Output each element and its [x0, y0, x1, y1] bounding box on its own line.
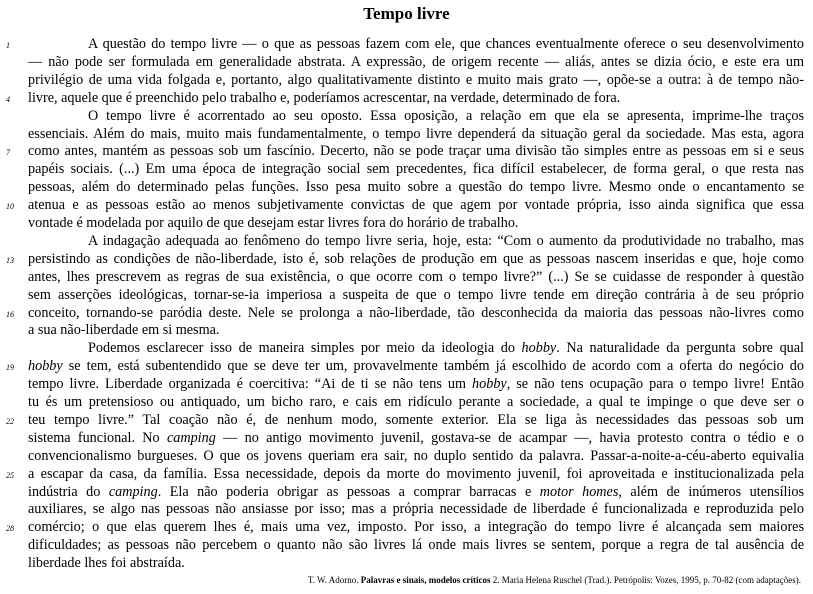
text-line: — não pode ser formulada em generalidade abstrata. A expressão, de origem recente — aliás, antes se dizia ócio, e este era um [28, 53, 804, 70]
text-line: dificuldades; as pessoas não percebem o quanto não são livres lá onde mais livres se sentem, porque a regra de tal ausência de [28, 537, 804, 554]
text-line: sem asserções ideológicas, tornar-se-ia imperiosa a suspeita de que o tempo livre tende em direção contrária à de seu próprio [28, 286, 804, 303]
line-number: 19 [6, 363, 14, 373]
text-line: pessoas, além do determinado pelas funções. Isso pesa muito sobre a questão do tempo livre. Mesmo onde o encantamento se [28, 179, 804, 196]
line-number: 4 [6, 94, 10, 104]
source-citation [308, 575, 801, 585]
text-line: sistema funcional. No camping — no antigo movimento juvenil, gostava-se de acampar —, havia protesto contra o tédio e o [28, 429, 804, 446]
text-line: tempo livre. Liberdade organizada é coercitiva: “Ai de ti se não tens um hobby, se não tens ocupação para o tempo livre! Então [28, 376, 804, 393]
text-line: a escapar da casa, da família. Essa necessidade, depois da morte do movimento juvenil, foi aproveitada e institucionalizada pela [28, 465, 804, 482]
line-number: 22 [6, 416, 14, 426]
source-author: T. W. Adorno. [307, 575, 359, 585]
source-work: Palavras e sinais, modelos críticos [360, 575, 491, 585]
line-number: 1 [6, 41, 10, 50]
text-line: persistindo as condições de não-liberdade, isto é, sob relações de produção em que as pessoas nascem inseridas e que, hoje como [28, 250, 804, 267]
line-number: 28 [6, 524, 14, 534]
text-line: livre, aquele que é preenchido pelo trabalho e, poderíamos acrescentar, na verdade, determinado de fora. [28, 89, 621, 106]
text-line: essenciais. Além do mais, muito mais fundamentalmente, o tempo livre dependerá da situação geral da sociedade. Mas esta, agora [28, 125, 804, 142]
text-line: auxiliares, se algo nas pessoas não ansiasse por isso; mas a própria necessidade de liberdade é funcionalizada e reproduzida pelo [28, 501, 804, 518]
text-line: vontade é modelada por aquilo de que desejam estar livres fora do horário de trabalho. [28, 215, 519, 231]
text-line: privilégio de uma vida folgada e, portanto, algo qualitativamente distinto e muito mais grato —, opõe-se a outra: à de tempo não- [28, 71, 804, 88]
text-line: como antes, mantém as pessoas sob um fascínio. Decerto, não se pode traçar uma divisão tão simples entre as pessoas em si e seus [28, 143, 804, 160]
text-line: Podemos esclarecer isso de maneira simples por meio da ideologia do hobby. Na naturalidade da pergunta sobre qual [88, 340, 804, 357]
line-number: 16 [6, 309, 14, 319]
text-line: antes, lhes prescrevem as regras de sua existência, o que ocorre com o tempo livre?” (...) Se se cuidasse de responder à questão [28, 268, 804, 285]
text-line: a sua não-liberdade em si mesma. [28, 322, 220, 339]
line-number: 13 [6, 255, 14, 265]
text-line: A indagação adequada ao fenômeno do tempo livre seria, hoje, esta: “Com o aumento da produtividade no trabalho, mas [88, 232, 804, 249]
line-number: 25 [6, 470, 14, 480]
text-line: atenua e as pessoas estão ao menos subjetivamente convictas de que agem por vontade própria, isso ainda significa que essa [28, 197, 804, 214]
text-line: convencionalismo burgueses. O que os jovens queriam era sair, no duplo sentido da palavra. Passar-a-noite-a-céu-aberto equivalia [28, 447, 804, 464]
text-line: liberdade lhes foi abstraída. [28, 555, 185, 572]
text-line: conceito, tornando-se paródia deste. Nele se prolonga a não-liberdade, tão desconhecida da maioria das pessoas não-livres como [28, 304, 804, 321]
text-title: Tempo livre [363, 4, 450, 23]
text-line: A questão do tempo livre — o que as pessoas fazem com ele, que chances eventualmente oferece o seu desenvolvimento [88, 36, 804, 52]
text-line: comércio; o que elas querem lhes é, mais uma vez, imposto. Por isso, a integração do tempo livre é alcançada sem maiores [28, 519, 804, 536]
text-line: hobby se tem, está subentendido que se deve ter um, provavelmente também já escolhido de acordo com a oferta do negócio do [28, 358, 804, 375]
text-line: papéis sociais. (...) Em uma época de integração social sem precedentes, fica difícil estabelecer, de forma geral, o que resta nas [28, 161, 804, 178]
source-details: 2. Maria Helena Ruschel (Trad.). Petrópolis: Vozes, 1995, p. 70-82 (com adaptações). [492, 575, 801, 585]
line-number: 7 [6, 148, 10, 158]
text-line: indústria do camping. Ela não poderia obrigar as pessoas a comprar barracas e motor homes, além de inúmeros utensílios [28, 483, 805, 500]
text-line: teu tempo livre.” Tal coação não é, de nenhum modo, somente exterior. Ela se liga às necessidades das pessoas sob um [28, 411, 804, 428]
text-line: O tempo livre é acorrentado ao seu oposto. Essa oposição, a relação em que ela se apresenta, imprime-lhe traços [88, 107, 804, 124]
text-line: tu és um pretensioso ou antiquado, um bicho raro, e cais em ridículo perante a sociedade, a qual te impinge o que deve ser o [28, 394, 804, 410]
line-number: 10 [6, 202, 14, 212]
